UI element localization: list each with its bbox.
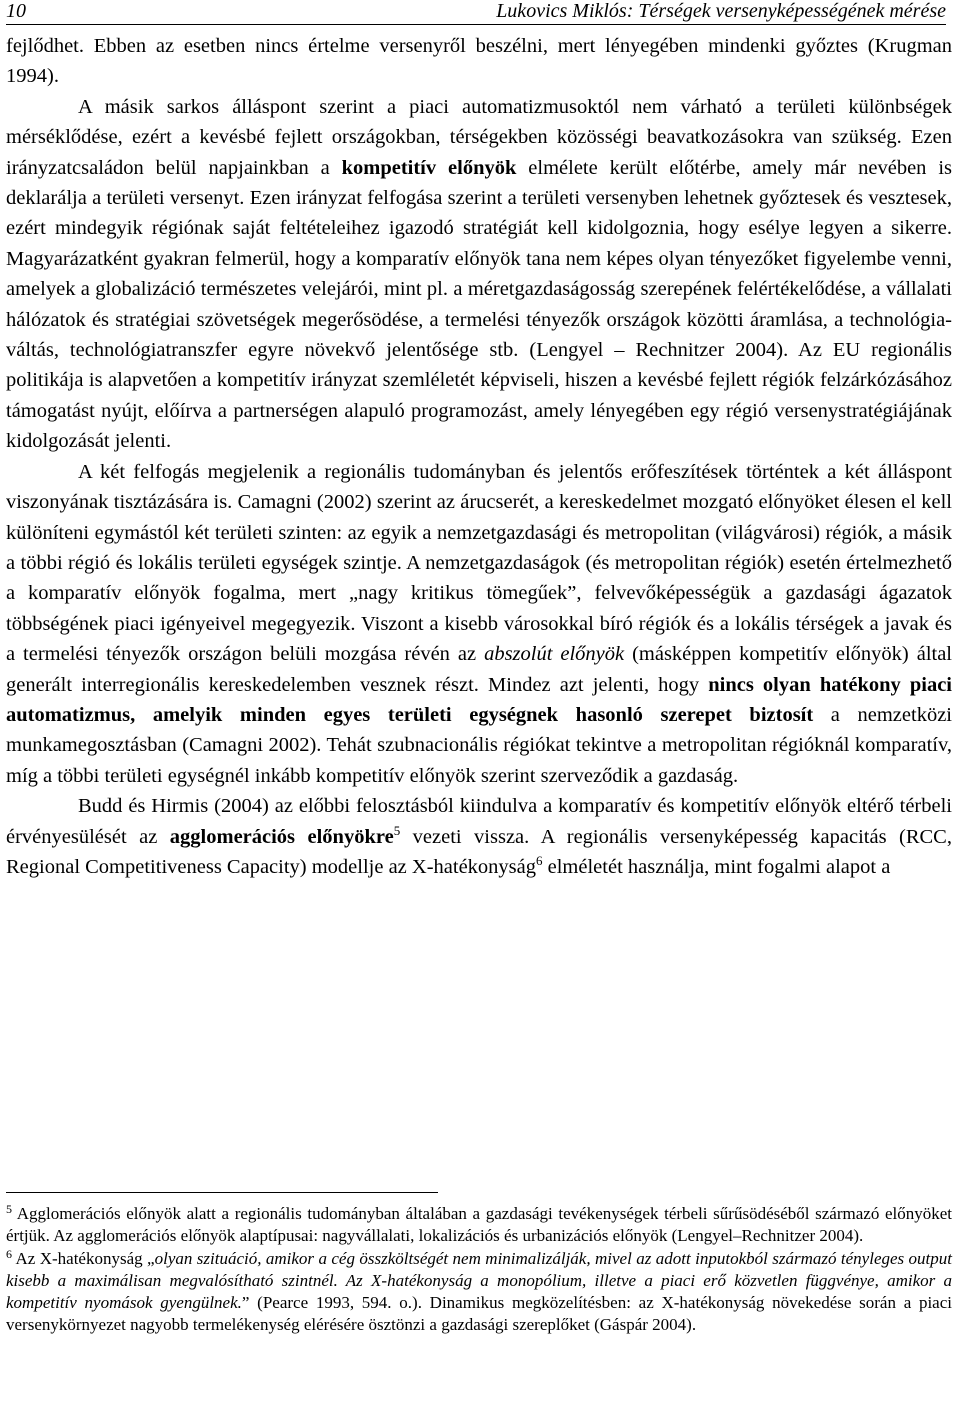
p3-bold-statement: nincs olyan hatékony piaci automatizmus, amelyik minden egyes területi egységnek hasonló szerepet biztosít (6, 673, 952, 726)
p2-text-1: A másik sarkos álláspont szerint a piaci automatizmusoktól nem várható a területi különbségek mérséklődése, ezért a kevésbé fejlett országokban, térségekben közösségi beavatkozásokra van szükség. Ezen irányzatcsaládon belül napjainkban a (6, 95, 952, 179)
p3-italic-term: abszolút előnyök (484, 643, 625, 666)
footnote-6-text-1: Az X-hatékonyság „ (12, 1248, 155, 1268)
page-number: 10 (6, 0, 26, 22)
p2-text-2: elmélete került előtérbe, amely már nevében is deklarálja a területi versenyt. Ezen irányzat felfogása szerint a területi versenyben lehetnek győztesek és vesztesek, ezért mindegyik régiónak saját feltételeihez igazodó stratégiát kell kidolgoznia, hogy esélye legyen a sikerre. Magyarázatként gyakran felmerül, hogy a komparatív előnyök tana nem képes olyan tényezőket figyelembe venni, amelyek a globalizáció természetes velejárói, mint pl. a méretgazdaságosság szerepének felértékelődése, a vállalati hálózatok és stratégiai szövetségek megerősödése, a termelési tényezők országok közötti áramlása, a technológia-váltás, technológiatranszfer egyre növekvő jelentősége stb. (Lengyel – Rechnitzer 2004). Az EU regionális politikája is alapvetően a kompetitív irányzat szemléletét képviseli, hiszen a kevésbé fejlett régiók felzárkózásához támogatást nyújt, előírva a partnerségen alapuló programozást, amely lényegében egy régió versenystratégiájának kidolgozását jelenti. (6, 156, 952, 453)
paragraph-camagni (6, 457, 952, 791)
paragraph-budd-hirmis (6, 791, 952, 882)
p4-text-3: elméletét használja, mint fogalmi alapot a (542, 855, 891, 878)
footnote-divider (6, 1192, 438, 1193)
p3-text-2: (másképpen kompetitív előnyök) által generált interregionális kereskedelemben vesznek részt. Mindez azt jelenti, hogy (6, 643, 953, 696)
p4-text-1: Budd és Hirmis (2004) az előbbi felosztásból kiindulva a komparatív és kompetitív előnyök eltérő térbeli érvényesülését az (6, 795, 952, 848)
footnote-6-number: 6 (6, 1246, 12, 1261)
footnote-5-number: 5 (6, 1202, 12, 1216)
paragraph-competitive-advantages (6, 92, 952, 457)
footnote-6 (6, 1248, 952, 1337)
footnote-ref-5[interactable]: 5 (393, 822, 401, 838)
footnote-6-text-2: ” (Pearce 1993, 594. o.). Dinamikus megközelítésben: az X-hatékonyság növekedése során a piaci versenykörnyezet nagyobb termelékenység elérésére ösztönzi a gazdasági szereplőket (Gáspár 2004). (6, 1293, 952, 1335)
p3-text-3: a nemzetközi munkamegosztásban (Camagni 2002). Tehát szubnacionális régiókat tekintve a metropolitan régióknál komparatív, míg a többi területi egységnél inkább kompetitív előnyök szerint szerveződik a gazdaság. (6, 703, 952, 787)
running-header (6, 0, 946, 25)
paragraph-continued: fejlődhet. Ebben az esetben nincs értelme versenyről beszélni, mert lényegében mindenki győztes (Krugman 1994). (6, 35, 952, 88)
p3-text-1: A két felfogás megjelenik a regionális tudományban és jelentős erőfeszítések történtek a két álláspont viszonyának tisztázására is. Camagni (2002) szerint az árucserét, a kereskedelmet mozgató előnyöket élesen el kell különíteni egymástól két területi szinten: az egyik a nemzetgazdasági és metropolitan (világvárosi) régiók, a másik a többi régió és lokális területi egységek szintje. A nemzetgazdaságok (és metropolitan régiók) esetén értelmezhető a komparatív előnyök fogalma, mert „nagy kritikus tömegűek”, felvevőképességük a gazdasági ágazatok többségének piaci igényeivel megegyezik. Viszont a kisebb városokkal bíró régiók és a lokális térségek a javak és a termelési tényezők országon belüli mozgása révén az (6, 460, 952, 666)
running-title: Lukovics Miklós: Térségek versenyképességének mérése (496, 0, 946, 22)
footnote-5 (6, 1203, 952, 1248)
p4-bold-term: agglomerációs előnyökre (169, 825, 394, 848)
footnote-ref-6[interactable]: 6 (536, 852, 543, 868)
p2-bold-term: kompetitív előnyök (341, 156, 517, 179)
footnote-6-quote: olyan szituáció, amikor a cég összköltségét nem minimalizálják, mivel az adott inputokból származó tényleges output kisebb a maximálisan megvalósítható szintnél. Az X-hatékonyság a monopólium, illetve a piaci erő közvetlen függvénye, amikor a kompetitív nyomások gyengülnek. (6, 1248, 953, 1313)
footnote-5-text: Agglomerációs előnyök alatt a regionális tudományban általában a gazdasági tevékenységek térbeli sűrűsödéséből származó előnyöket értjük. Az agglomerációs előnyök alaptípusai: nagyvállalati, lokalizációs és urbanizációs előnyök (Lengyel–Rechnitzer 2004). (6, 1204, 952, 1246)
footnotes (6, 1203, 952, 1337)
body-text (6, 31, 952, 882)
p4-text-2: vezeti vissza. A regionális versenyképesség kapacitás (RCC, Regional Competitiveness Capacity) modellje az X-hatékonyság (6, 825, 952, 878)
